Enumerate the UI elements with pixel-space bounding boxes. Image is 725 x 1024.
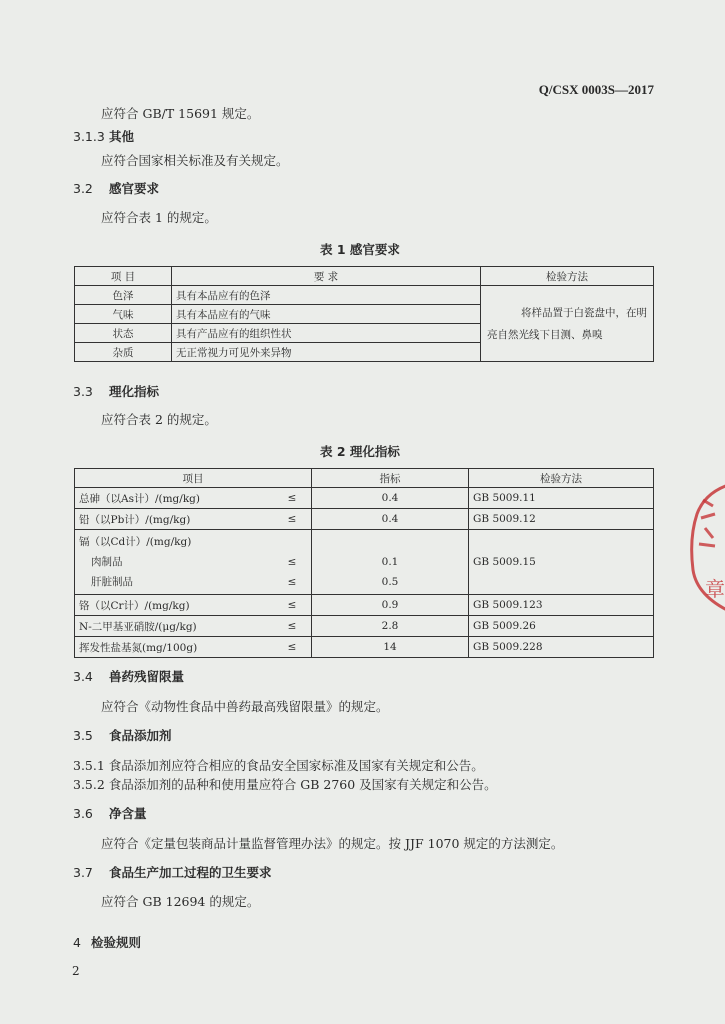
- table1-item: 杂质: [75, 343, 172, 362]
- svg-text:章: 章: [705, 577, 725, 601]
- table1-requirement: 具有本品应有的色泽: [172, 286, 481, 305]
- table2-value: 0.4: [312, 509, 469, 530]
- page-number: 2: [72, 964, 80, 978]
- document-code: Q/CSX 0003S—2017: [538, 82, 654, 97]
- section-heading: 3.3 理化指标: [73, 384, 160, 399]
- table-row: [75, 637, 654, 658]
- table-row: [75, 286, 654, 305]
- table2-value: 2.8: [312, 616, 469, 637]
- table-row: [75, 595, 654, 616]
- section-heading: 3.6 净含量: [73, 806, 147, 821]
- table2-op: ≤: [273, 616, 312, 637]
- table2-item: N-二甲基亚硝胺/(μg/kg): [75, 616, 274, 637]
- table2-op: ≤: [273, 595, 312, 616]
- table2-method: GB 5009.228: [469, 637, 654, 658]
- table-row: [75, 509, 654, 530]
- section-heading: 3.7 食品生产加工过程的卫生要求: [73, 865, 272, 880]
- table1-caption: 表 1 感官要求: [320, 242, 400, 257]
- table1-item: 气味: [75, 305, 172, 324]
- section-heading: 3.4 兽药残留限量: [73, 669, 185, 684]
- table2-item: 挥发性盐基氮(mg/100g): [75, 637, 274, 658]
- table1-requirement: 无正常视力可见外来异物: [172, 343, 481, 362]
- paragraph: 应符合 GB 12694 的规定。: [101, 894, 260, 909]
- paragraph: 3.5.2 食品添加剂的品种和使用量应符合 GB 2760 及国家有关规定和公告。: [73, 777, 497, 792]
- section-heading: 4 检验规则: [73, 935, 142, 950]
- table2-method: GB 5009.26: [469, 616, 654, 637]
- table2-value: 0.9: [312, 595, 469, 616]
- table2-op: ≤: [273, 509, 312, 530]
- paragraph: 应符合 GB/T 15691 规定。: [101, 106, 260, 121]
- table2-item: 镉（以Cd计）/(mg/kg) 肉制品 肝脏制品: [75, 530, 274, 595]
- table2-op: ≤: [273, 637, 312, 658]
- table1-item: 状态: [75, 324, 172, 343]
- table1-header: 要 求: [172, 267, 481, 286]
- table2-item: 总砷（以As计）/(mg/kg): [75, 488, 274, 509]
- table-row: [75, 530, 654, 595]
- table1-method: 将样品置于白瓷盘中，在明 亮自然光线下目测、鼻嗅: [481, 286, 654, 362]
- table-row: [75, 488, 654, 509]
- table2: [74, 468, 654, 658]
- table2-op: ≤: [273, 488, 312, 509]
- table-row: [75, 616, 654, 637]
- table2-value: 0.4: [312, 488, 469, 509]
- table2-item: 铅（以Pb计）/(mg/kg): [75, 509, 274, 530]
- seal-stamp: [683, 478, 725, 618]
- paragraph: 3.5.1 食品添加剂应符合相应的食品安全国家标准及国家有关规定和公告。: [73, 758, 484, 773]
- paragraph: 应符合表 2 的规定。: [101, 412, 217, 427]
- table1-item: 色泽: [75, 286, 172, 305]
- table2-caption: 表 2 理化指标: [320, 444, 400, 459]
- table1-requirement: 具有产品应有的组织性状: [172, 324, 481, 343]
- section-heading: 3.2 感官要求: [73, 181, 160, 196]
- paragraph: 应符合《定量包装商品计量监督管理办法》的规定。按 JJF 1070 规定的方法测定。: [101, 836, 564, 851]
- table1: [74, 266, 654, 362]
- table2-header: 检验方法: [469, 469, 654, 488]
- table2-header: 指标: [312, 469, 469, 488]
- table2-op: ≤ ≤: [273, 530, 312, 595]
- section-heading: 3.1.3 其他: [73, 129, 135, 144]
- table2-method: GB 5009.12: [469, 509, 654, 530]
- table2-method: GB 5009.15: [469, 530, 654, 595]
- table1-header: 检验方法: [481, 267, 654, 286]
- paragraph: 应符合表 1 的规定。: [101, 210, 217, 225]
- table1-header: 项 目: [75, 267, 172, 286]
- table2-method: GB 5009.123: [469, 595, 654, 616]
- table2-item: 铬（以Cr计）/(mg/kg): [75, 595, 274, 616]
- table2-method: GB 5009.11: [469, 488, 654, 509]
- table2-value: 14: [312, 637, 469, 658]
- section-heading: 3.5 食品添加剂: [73, 728, 172, 743]
- table2-header: 项目: [75, 469, 312, 488]
- table2-value: 0.1 0.5: [312, 530, 469, 595]
- table1-requirement: 具有本品应有的气味: [172, 305, 481, 324]
- paragraph: 应符合国家相关标准及有关规定。: [101, 153, 289, 168]
- paragraph: 应符合《动物性食品中兽药最高残留限量》的规定。: [101, 699, 389, 714]
